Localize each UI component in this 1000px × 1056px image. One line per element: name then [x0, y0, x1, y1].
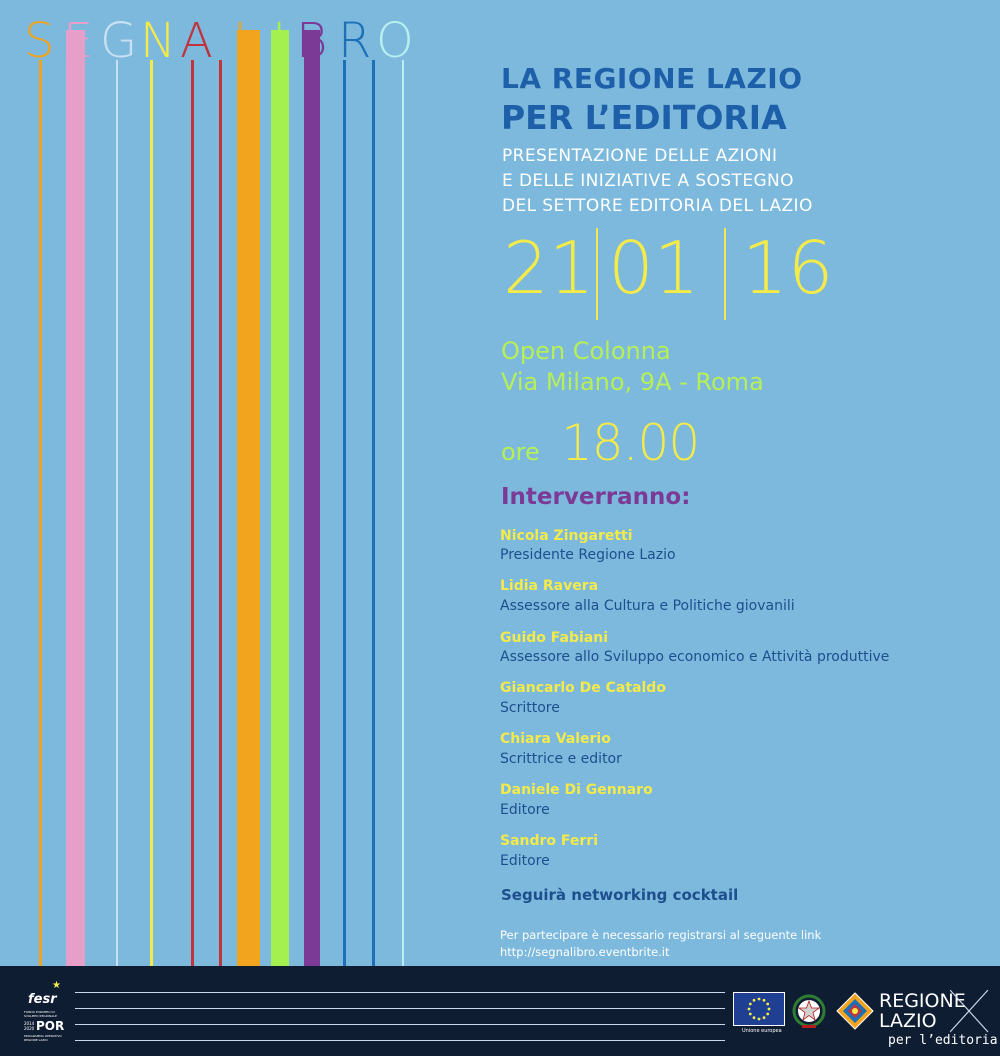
speaker-role: Scrittore — [500, 700, 560, 716]
footer-line — [75, 1024, 725, 1025]
speaker-role: Editore — [500, 802, 550, 818]
stripe-cyan — [402, 60, 404, 966]
stripe-orange-thin — [39, 60, 42, 966]
stripe-red-left — [191, 60, 194, 966]
speaker-name: Nicola Zingaretti — [500, 528, 633, 544]
emblem-star-icon — [792, 994, 826, 1030]
date-separator — [596, 228, 598, 320]
fesr-por-logo — [22, 980, 72, 1046]
footer — [0, 966, 1000, 1056]
speaker-name: Lidia Ravera — [500, 578, 599, 594]
por-sub: PROGRAMMA OPERATIVO REGIONE LAZIO — [24, 1034, 62, 1042]
por-years: 2014 2020 — [24, 1021, 35, 1031]
brand-letter: A — [180, 13, 213, 69]
speaker-role: Assessore allo Sviluppo economico e Attività produttive — [500, 649, 890, 665]
brand-letter: S — [24, 13, 55, 69]
speaker-name: Chiara Valerio — [500, 731, 611, 747]
speaker-role: Presidente Regione Lazio — [500, 547, 676, 563]
stripe-lavender — [116, 60, 118, 966]
time-label: ore — [501, 438, 540, 466]
stripe-blue-2 — [372, 60, 375, 966]
date-day: 21 — [503, 226, 595, 310]
registration-text: Per partecipare è necessario registrarsi al seguente link — [500, 928, 822, 942]
stripe-purple — [304, 30, 320, 966]
regione-tagline: per l’editoria — [888, 1033, 998, 1048]
star-icon: ★ — [52, 980, 61, 991]
brand-letter: N — [140, 13, 176, 69]
regione-line1: REGIONE — [879, 990, 966, 1012]
eu-stars-icon — [734, 993, 784, 1025]
stripe-orange-wide — [237, 30, 260, 966]
regione-lazio-crest — [836, 992, 874, 1030]
date-month: 01 — [608, 226, 700, 310]
date-separator — [724, 228, 726, 320]
crest-icon — [836, 992, 874, 1030]
venue-name: Open Colonna — [501, 337, 671, 365]
italian-emblem-logo — [792, 994, 826, 1030]
page-title-line2: PER L’EDITORIA — [501, 98, 787, 137]
speakers-heading: Interverranno: — [501, 484, 691, 510]
brand-letter: L — [233, 13, 260, 69]
brand-letter: O — [376, 13, 414, 69]
page-title-line1: LA REGIONE LAZIO — [501, 62, 803, 95]
footer-line — [75, 1008, 725, 1009]
stripe-pink — [66, 30, 85, 966]
speaker-name: Daniele Di Gennaro — [500, 782, 653, 798]
venue-address: Via Milano, 9A - Roma — [501, 368, 764, 396]
brand-letter: E — [63, 13, 94, 69]
speaker-name: Guido Fabiani — [500, 630, 608, 646]
speaker-name: Giancarlo De Cataldo — [500, 680, 666, 696]
brand-letter: B — [296, 13, 328, 69]
registration-link[interactable]: http://segnalibro.eventbrite.it — [500, 945, 670, 959]
footer-line — [75, 992, 725, 993]
speaker-role: Assessore alla Cultura e Politiche giovanili — [500, 598, 795, 614]
brand-letter: R — [338, 13, 372, 69]
footer-line — [75, 1040, 725, 1041]
stripe-red-right — [219, 60, 222, 966]
brand-letter: G — [100, 13, 138, 69]
regione-line2: LAZIO — [879, 1010, 937, 1032]
networking-note: Seguirà networking cocktail — [501, 886, 739, 904]
subtitle-line1: PRESENTAZIONE DELLE AZIONI — [502, 146, 778, 166]
por-label: POR — [36, 1019, 65, 1033]
brand-letter: I — [272, 13, 287, 69]
stripe-yellow-thin — [150, 60, 153, 966]
fesr-sub: FONDO EUROPEO DI SVILUPPO REGIONALE — [24, 1010, 57, 1018]
subtitle-line3: DEL SETTORE EDITORIA DEL LAZIO — [502, 196, 813, 216]
cross-lines-icon — [950, 990, 990, 1034]
event-time: 18.00 — [561, 414, 700, 472]
eu-flag-logo — [733, 992, 785, 1026]
eu-label: Unione europea — [742, 1028, 782, 1034]
speaker-role: Editore — [500, 853, 550, 869]
stripe-blue-1 — [343, 60, 346, 966]
speaker-role: Scrittrice e editor — [500, 751, 622, 767]
subtitle-line2: E DELLE INIZIATIVE A SOSTEGNO — [502, 171, 794, 191]
date-year: 16 — [742, 226, 834, 310]
stripe-green — [271, 30, 289, 966]
fesr-label: fesr — [28, 992, 57, 1007]
speaker-name: Sandro Ferri — [500, 833, 599, 849]
